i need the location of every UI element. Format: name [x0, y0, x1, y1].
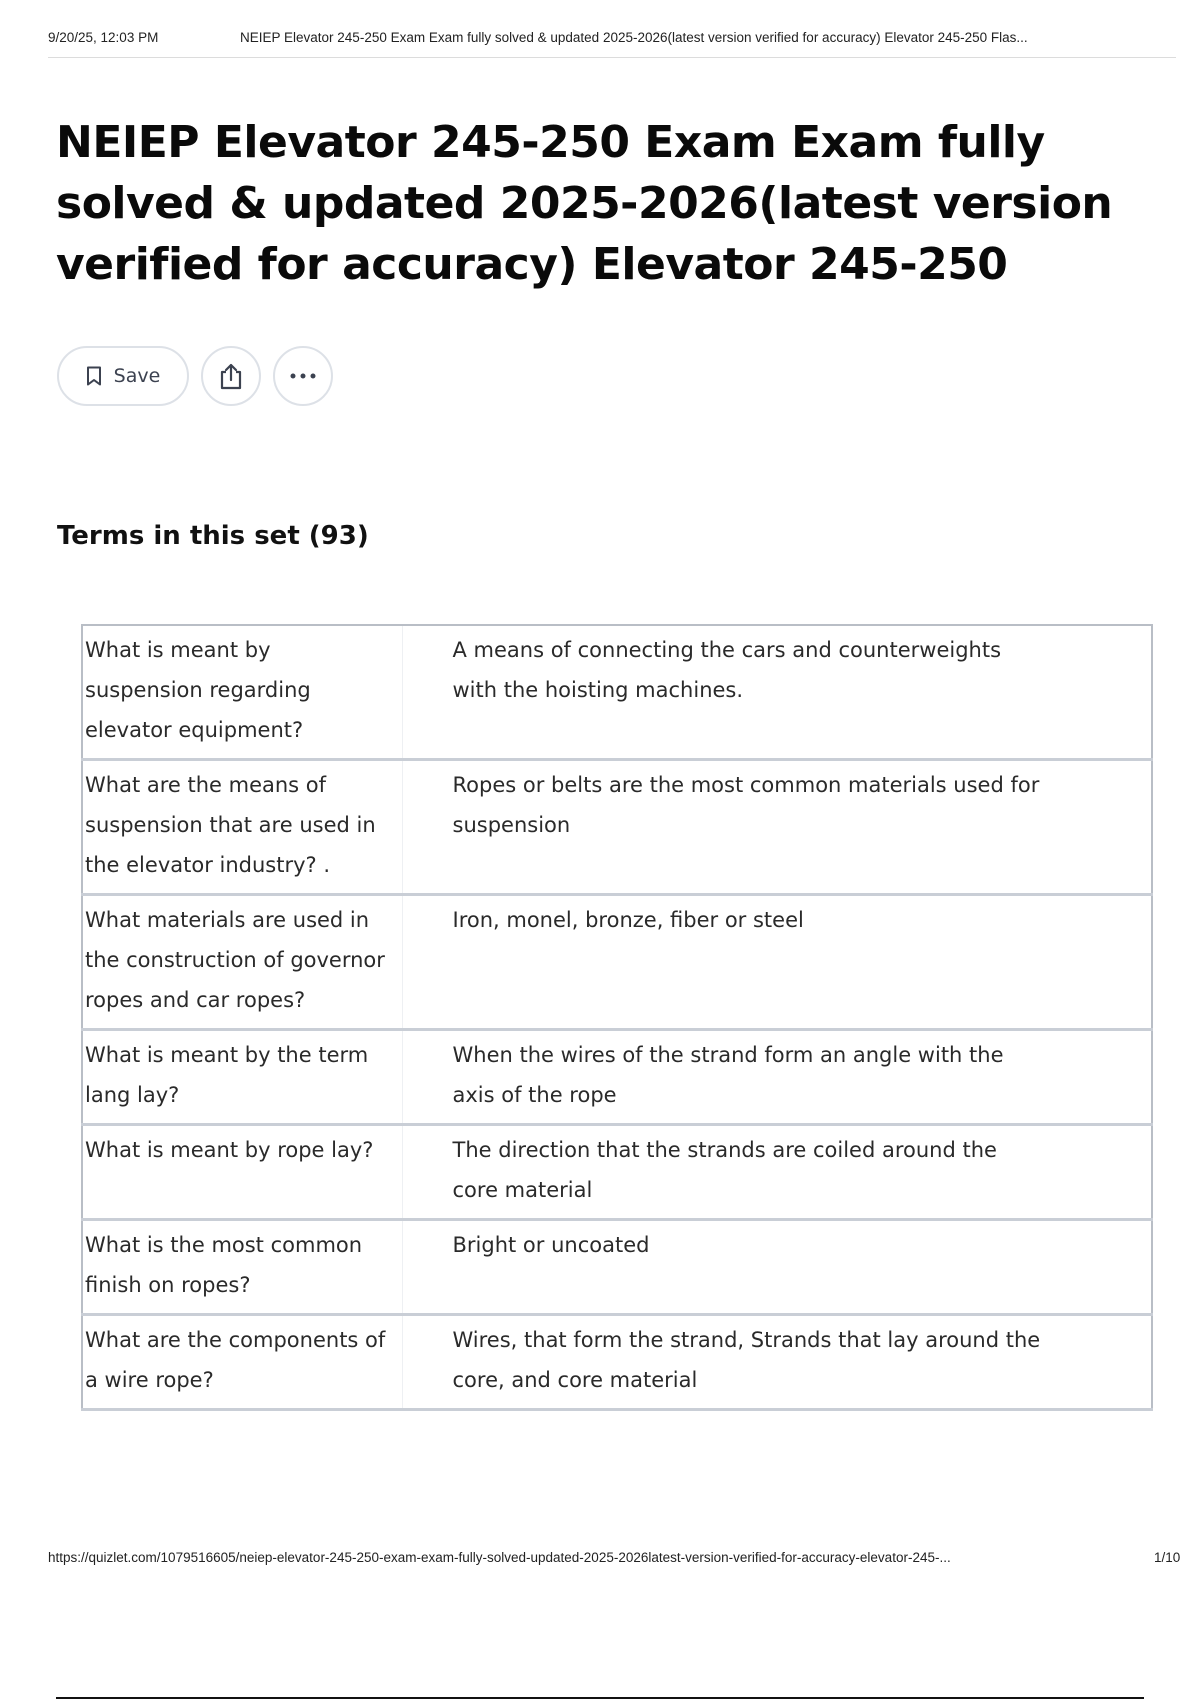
print-datetime: 9/20/25, 12:03 PM — [48, 30, 159, 45]
term-cell: What is meant by rope lay? — [82, 1125, 402, 1220]
print-doc-title: NEIEP Elevator 245-250 Exam Exam fully solved & updated 2025-2026(latest version verified for accuracy) Elevator 245-250 Flas... — [240, 30, 1028, 45]
definition-cell: Iron, monel, bronze, fiber or steel — [402, 895, 1152, 1030]
table-row — [82, 625, 1152, 760]
definition-cell: When the wires of the strand form an angle with the axis of the rope — [402, 1030, 1152, 1125]
more-options-button[interactable] — [273, 346, 333, 406]
save-label: Save — [113, 365, 161, 387]
print-url: https://quizlet.com/1079516605/neiep-elevator-245-250-exam-exam-fully-solved-updated-2025-2026latest-version-verified-for-accuracy-elevator-245-... — [48, 1550, 951, 1565]
terms-table — [81, 624, 1153, 1411]
save-button[interactable] — [57, 346, 189, 406]
print-footer — [48, 1550, 1188, 1572]
term-cell: What are the means of suspension that are used in the elevator industry? . — [82, 760, 402, 895]
table-row — [82, 760, 1152, 895]
share-icon — [218, 362, 244, 390]
table-row — [82, 1030, 1152, 1125]
term-cell: What is meant by the term lang lay? — [82, 1030, 402, 1125]
table-row — [82, 1125, 1152, 1220]
share-button[interactable] — [201, 346, 261, 406]
bookmark-icon — [86, 366, 102, 386]
table-row — [82, 1220, 1152, 1315]
page-title: NEIEP Elevator 245-250 Exam Exam fully solved & updated 2025-2026(latest version verified for accuracy) Elevator 245-250 — [56, 117, 1113, 290]
definition-cell: A means of connecting the cars and counterweights with the hoisting machines. — [402, 625, 1152, 760]
definition-cell: The direction that the strands are coiled around the core material — [402, 1125, 1152, 1220]
table-row — [82, 1315, 1152, 1410]
term-cell: What is meant by suspension regarding elevator equipment? — [82, 625, 402, 760]
term-cell: What is the most common finish on ropes? — [82, 1220, 402, 1315]
page-number: 1/10 — [1154, 1550, 1181, 1565]
term-cell: What materials are used in the construction of governor ropes and car ropes? — [82, 895, 402, 1030]
more-icon — [289, 372, 317, 380]
term-cell: What are the components of a wire rope? — [82, 1315, 402, 1410]
definition-cell: Ropes or belts are the most common materials used for suspension — [402, 760, 1152, 895]
action-bar — [57, 346, 333, 408]
definition-cell: Bright or uncoated — [402, 1220, 1152, 1315]
definition-cell: Wires, that form the strand, Strands that lay around the core, and core material — [402, 1315, 1152, 1410]
print-header — [48, 28, 1176, 58]
terms-section-title: Terms in this set (93) — [57, 521, 369, 551]
page-divider — [56, 1697, 1144, 1699]
table-row — [82, 895, 1152, 1030]
